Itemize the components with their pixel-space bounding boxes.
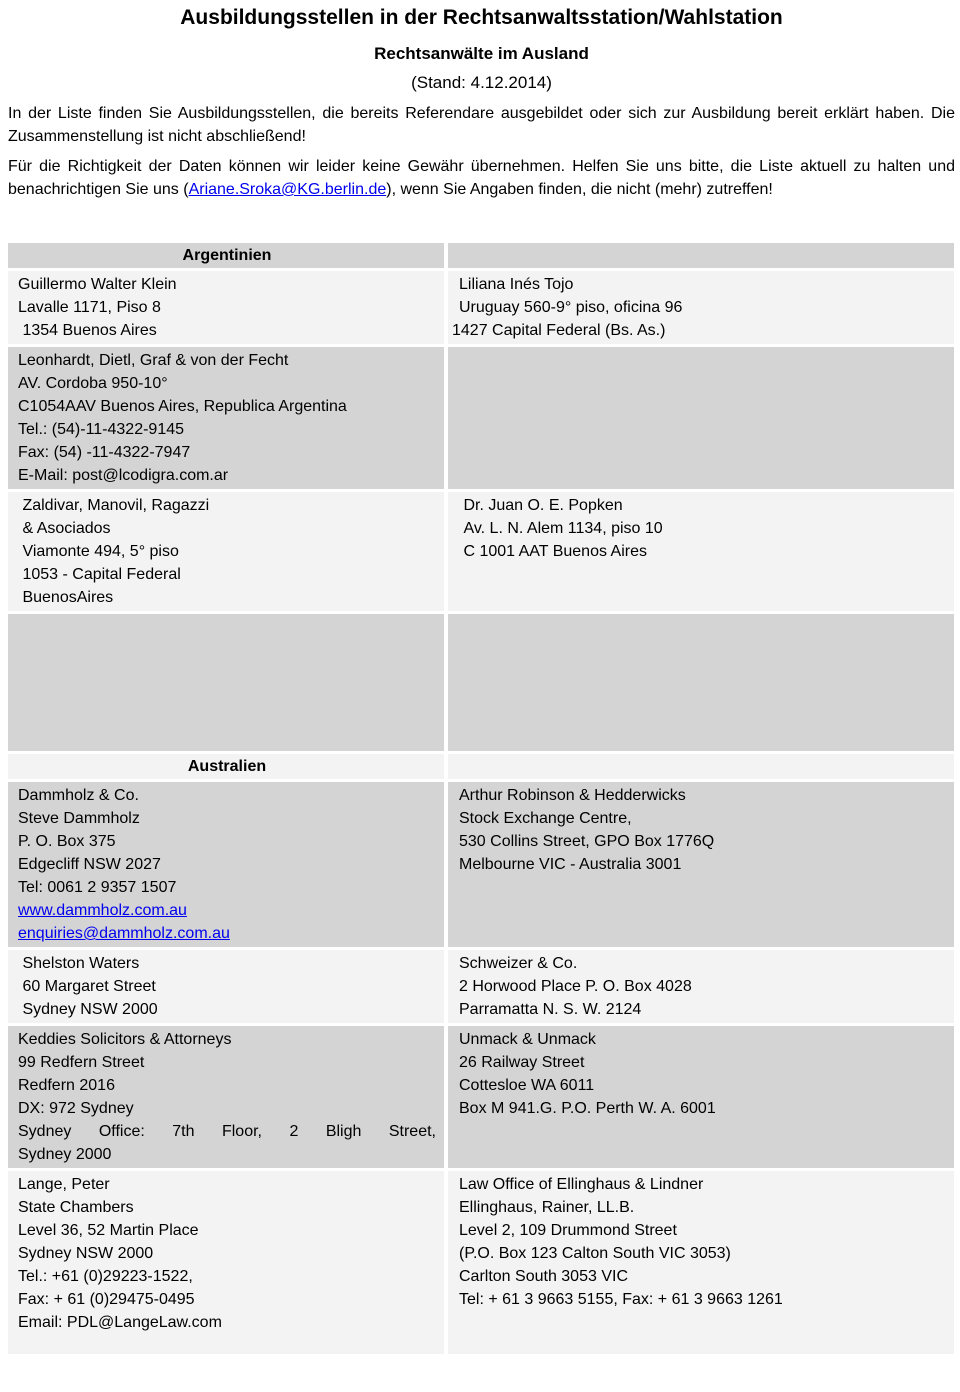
entry-line: Fax: (54) -11-4322-7947 [18,444,191,461]
entry-line: Lange, Peter [18,1176,110,1193]
entry-row [8,1026,955,1168]
entry-line: Ellinghaus, Rainer, LL.B. [459,1199,635,1216]
entry-line: State Chambers [18,1199,134,1216]
entry-line: Level 36, 52 Martin Place [18,1222,199,1239]
entry-line: 1053 - Capital Federal [18,566,181,583]
section-header-australien: Australien [8,754,444,779]
page-subtitle: Rechtsanwälte im Ausland [374,44,589,63]
entry-line: 26 Railway Street [459,1054,585,1071]
entry-line: P. O. Box 375 [18,833,116,850]
entry-cell-right [448,492,954,611]
entry-line: DX: 972 Sydney [18,1100,134,1117]
entry-line: 1354 Buenos Aires [18,322,157,339]
entry-line: Parramatta N. S. W. 2124 [459,1001,642,1018]
entry-cell-right [448,782,954,947]
entry-cell-right [448,271,954,344]
entry-line: Lavalle 1171, Piso 8 [18,299,161,316]
intro-paragraph [8,155,955,201]
entry-line: Tel.: (54)-11-4322-9145 [18,421,185,438]
intro-paragraph [8,102,955,148]
entry-line: Edgecliff NSW 2027 [18,856,161,873]
entry-line: 530 Collins Street, GPO Box 1776Q [459,833,715,850]
intro-text: Für die Richtigkeit der Daten können wir leider keine Gewähr übernehmen. Helfen Sie uns bitte, die Liste aktuell zu halten und benachrichtigen Sie uns ( [8,158,955,198]
entry-row [8,950,955,1023]
intro [8,102,955,201]
entry-line: Sydney NSW 2000 [18,1001,158,1018]
entry-line: Unmack & Unmack [459,1031,596,1048]
entry-line: Fax: + 61 (0)29475-0495 [18,1291,195,1308]
entry-line: Steve Dammholz [18,810,140,827]
page-title: Ausbildungsstellen in der Rechtsanwaltsstation/Wahlstation [180,6,783,29]
entry-line: Email: PDL@LangeLaw.com [18,1314,222,1331]
entry-line: AV. Cordoba 950-10° [18,375,168,392]
entry-cell-left [8,1026,444,1168]
section-header-spacer [448,243,954,268]
entry-row [8,1171,955,1354]
entry-cell-right [448,950,954,1023]
section-header-argentinien: Argentinien [8,243,444,268]
entry-line: Sydney NSW 2000 [18,1245,154,1262]
entry-line: Law Office of Ellinghaus & Lindner [459,1176,704,1193]
entry-line: E-Mail: post@lcodigra.com.ar [18,467,229,484]
section-row-australien [8,754,955,779]
entry-line: Tel: + 61 3 9663 5155, Fax: + 61 3 9663 1261 [459,1291,783,1308]
entry-line: & Asociados [18,520,111,537]
entry-line: Viamonte 494, 5° piso [18,543,179,560]
entry-line: Keddies Solicitors & Attorneys [18,1031,232,1048]
entry-cell-left [8,347,444,489]
link-line [18,899,436,922]
entry-line: Schweizer & Co. [459,955,578,972]
entry-line: Sydney Office: 7th Floor, 2 Bligh Street, [18,1123,436,1140]
entry-cell-right [448,1026,954,1168]
entry-line: Cottesloe WA 6011 [459,1077,595,1094]
entry-line: 99 Redfern Street [18,1054,145,1071]
intro-text: In der Liste finden Sie Ausbildungsstellen, die bereits Referendare ausgebildet oder sich zur Ausbildung bereit erklärt haben. Die Zusammenstellung ist nicht abschließend! [8,105,955,145]
entry-line: BuenosAires [18,589,114,606]
entry-line: Carlton South 3053 VIC [459,1268,628,1285]
entry-line: C1054AAV Buenos Aires, Republica Argentina [18,398,347,415]
entry-line: Zaldivar, Manovil, Ragazzi [18,497,210,514]
entry-line: Stock Exchange Centre, [459,810,632,827]
entry-line: Uruguay 560-9° piso, oficina 96 [459,299,683,316]
section-row-argentinien [8,243,955,268]
email-link[interactable]: enquiries@dammholz.com.au [18,925,230,942]
intro-text: ), wenn Sie Angaben finden, die nicht (mehr) zutreffen! [386,181,773,198]
entry-line: 1427 Capital Federal (Bs. As.) [452,322,666,339]
entry-line: C 1001 AAT Buenos Aires [459,543,647,560]
entry-cell-left [8,614,444,751]
entry-line: Tel: 0061 2 9357 1507 [18,879,177,896]
entry-row [8,492,955,611]
entry-line: Tel.: +61 (0)29223-1522, [18,1268,193,1285]
link-line [18,922,436,945]
entry-row [8,347,955,489]
entry-line: (P.O. Box 123 Calton South VIC 3053) [459,1245,731,1262]
entry-line: Redfern 2016 [18,1077,115,1094]
entry-line: Guillermo Walter Klein [18,276,177,293]
entry-line: Dr. Juan O. E. Popken [459,497,623,514]
entry-cell-left [8,782,444,947]
entry-row [8,614,955,751]
entry-cell-left [8,492,444,611]
website-link[interactable]: www.dammholz.com.au [18,902,187,919]
document-page [0,5,960,1354]
entry-cell-left [8,1171,444,1354]
section-header-spacer [448,754,954,779]
directory-table [8,243,955,1354]
entry-cell-right [448,614,954,751]
entry-row [8,271,955,344]
entry-line: Level 2, 109 Drummond Street [459,1222,677,1239]
entry-row [8,782,955,947]
entry-line: Melbourne VIC - Australia 3001 [459,856,682,873]
entry-line: Arthur Robinson & Hedderwicks [459,787,686,804]
entry-cell-right [448,1171,954,1354]
entry-line: Av. L. N. Alem 1134, piso 10 [459,520,663,537]
entry-line: Leonhardt, Dietl, Graf & von der Fecht [18,352,289,369]
entry-line: Dammholz & Co. [18,787,139,804]
entry-line: Box M 941.G. P.O. Perth W. A. 6001 [459,1100,716,1117]
entry-line: Sydney 2000 [18,1146,112,1163]
entry-cell-right [448,347,954,489]
entry-line: 2 Horwood Place P. O. Box 4028 [459,978,692,995]
entry-line: Liliana Inés Tojo [459,276,574,293]
entry-cell-left [8,271,444,344]
entry-cell-left [8,950,444,1023]
email-link[interactable]: Ariane.Sroka@KG.berlin.de [188,181,387,198]
entry-line: Shelston Waters [18,955,140,972]
entry-line: 60 Margaret Street [18,978,156,995]
stand-date: (Stand: 4.12.2014) [411,73,552,92]
